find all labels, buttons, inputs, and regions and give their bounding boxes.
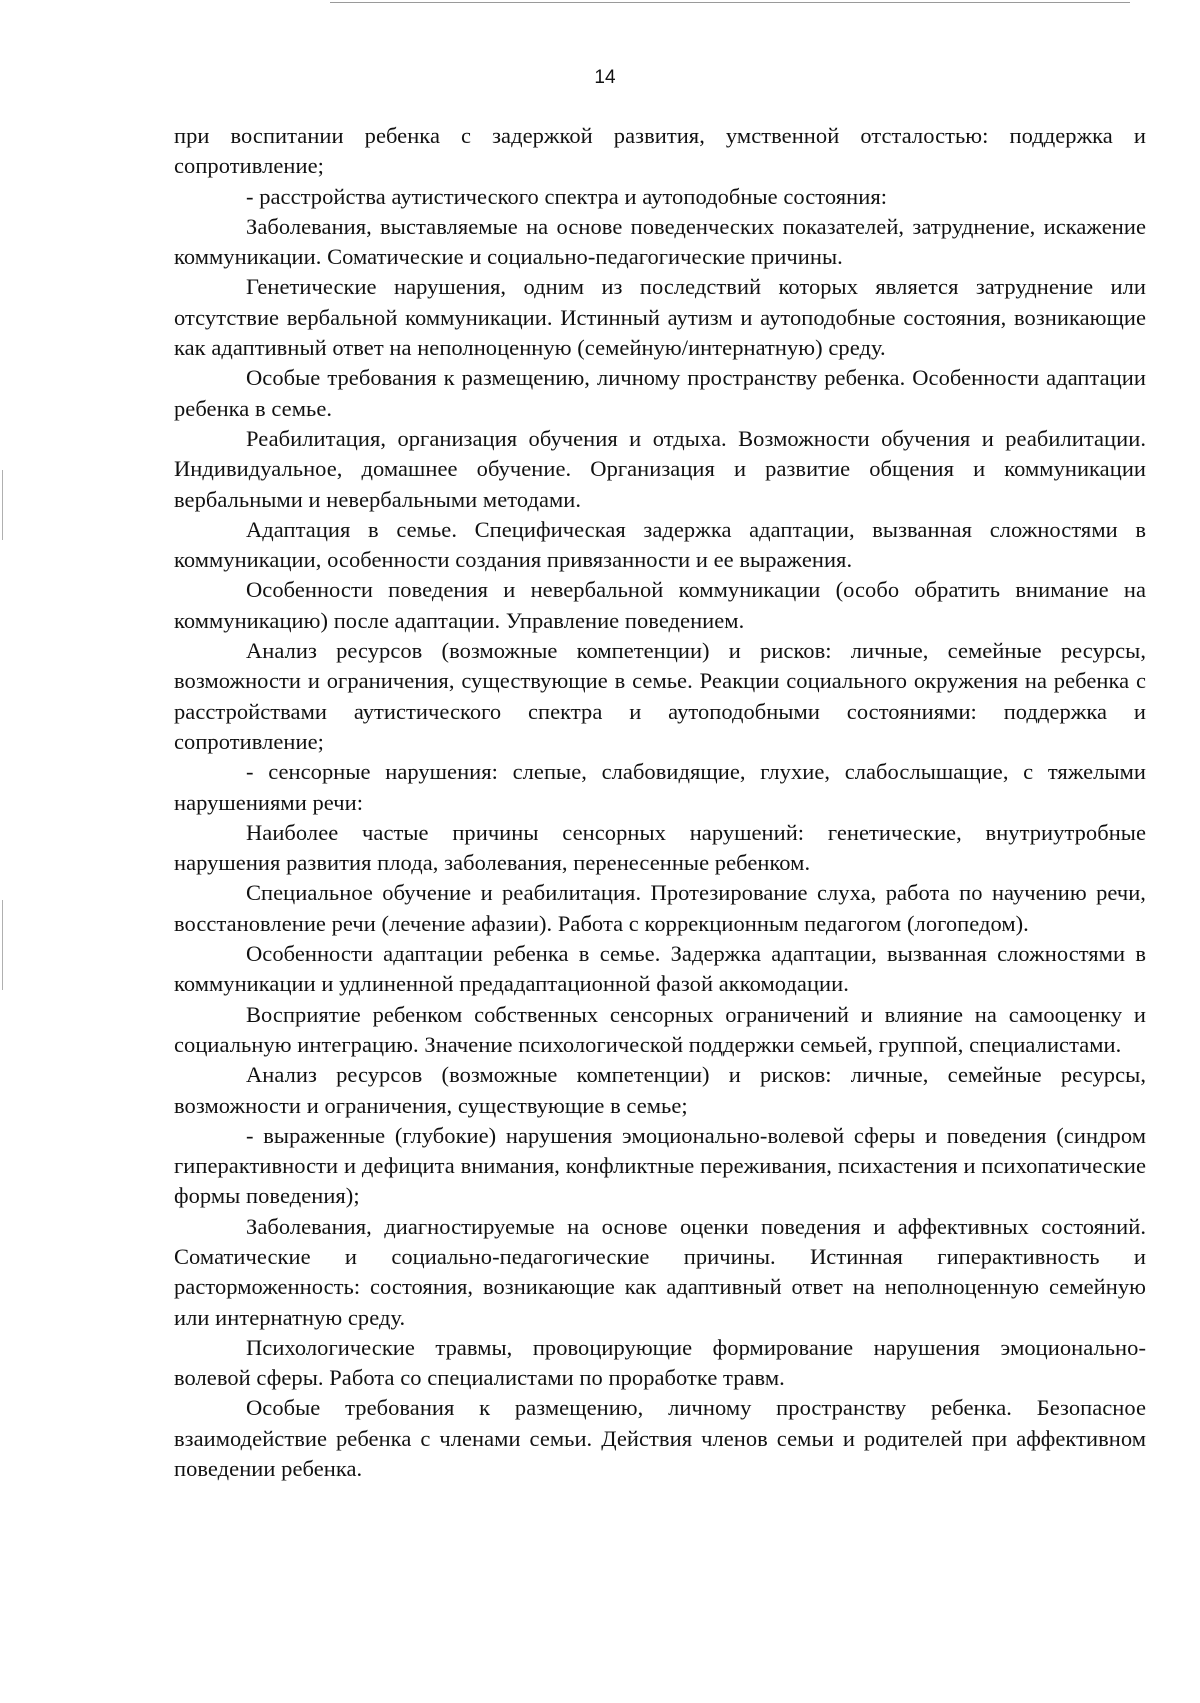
scan-margin-mark (2, 470, 3, 540)
list-item-emotional-heading: - выраженные (глубокие) нарушения эмоционально-волевой сферы и поведения (синдром гиперактивности и дефицита внимания, конфликтные переживания, психастения и психопатические формы поведения); (174, 1122, 1146, 1209)
scan-margin-mark (2, 900, 3, 990)
paragraph: Психологические травмы, провоцирующие формирование нарушения эмоционально-волевой сферы. Работа со специалистами по проработке травм. (174, 1334, 1146, 1391)
paragraph: Заболевания, диагностируемые на основе оценки поведения и аффективных состояний. Соматические и социально-педагогические причины. Истинная гиперактивность и расторможенность: состояния, возникающие как адаптивный ответ на неполноценную семейную или интернатную среду. (174, 1213, 1146, 1330)
paragraph: Особенности поведения и невербальной коммуникации (особо обратить внимание на коммуникацию) после адаптации. Управление поведением. (174, 577, 1146, 633)
list-item-sensory-heading: - сенсорные нарушения: слепые, слабовидящие, глухие, слабослышащие, с тяжелыми нарушениями речи: (174, 759, 1146, 815)
paragraph: Особые требования к размещению, личному пространству ребенка. Особенности адаптации ребенка в семье. (174, 365, 1146, 421)
paragraph: Специальное обучение и реабилитация. Протезирование слуха, работа по научению речи, восстановление речи (лечение афазии). Работа с коррекционным педагогом (логопедом). (174, 880, 1146, 936)
paragraph: Генетические нарушения, одним из последствий которых является затруднение или отсутствие вербальной коммуникации. Истинный аутизм и аутоподобные состояния, возникающие как адаптивный ответ на неполноценную (семейную/интернатную) среду. (174, 274, 1146, 361)
paragraph: Особые требования к размещению, личному пространству ребенка. Безопасное взаимодействие ребенка с членами семьи. Действия членов семьи и родителей при аффективном поведении ребенка. (174, 1395, 1146, 1482)
paragraph: Реабилитация, организация обучения и отдыха. Возможности обучения и реабилитации. Индивидуальное, домашнее обучение. Организация и развитие общения и коммуникации вербальными и невербальными методами. (174, 425, 1146, 512)
list-item-autism-heading: - расстройства аутистического спектра и аутоподобные состояния: (246, 183, 888, 209)
scan-top-rule (330, 2, 1130, 3)
paragraph: Анализ ресурсов (возможные компетенции) и рисков: личные, семейные ресурсы, возможности и ограничения, существующие в семье; (174, 1062, 1146, 1118)
paragraph: Особенности адаптации ребенка в семье. Задержка адаптации, вызванная сложностями в коммуникации и удлиненной предадаптационной фазой аккомодации. (174, 941, 1146, 997)
paragraph: Восприятие ребенком собственных сенсорных ограничений и влияние на самооценку и социальную интеграцию. Значение психологической поддержки семьей, группой, специалистами. (174, 1001, 1146, 1057)
page-number: 14 (594, 67, 616, 88)
paragraph: Адаптация в семье. Специфическая задержка адаптации, вызванная сложностями в коммуникации, особенности создания привязанности и ее выражения. (174, 516, 1146, 573)
paragraph: при воспитании ребенка с задержкой развития, умственной отсталостью: поддержка и сопротивление; (174, 123, 1146, 179)
paragraph: Наиболее частые причины сенсорных нарушений: генетические, внутриутробные нарушения развития плода, заболевания, перенесенные ребенком. (174, 819, 1146, 876)
document-body (174, 121, 1146, 1484)
paragraph: Анализ ресурсов (возможные компетенции) и рисков: личные, семейные ресурсы, возможности и ограничения, существующие в семье. Реакции социального окружения на ребенка с расстройствами аутистического спектра и аутоподобными состояниями: поддержка и сопротивление; (174, 638, 1146, 754)
paragraph: Заболевания, выставляемые на основе поведенческих показателей, затруднение, искажение коммуникации. Соматические и социально-педагогические причины. (174, 213, 1146, 270)
